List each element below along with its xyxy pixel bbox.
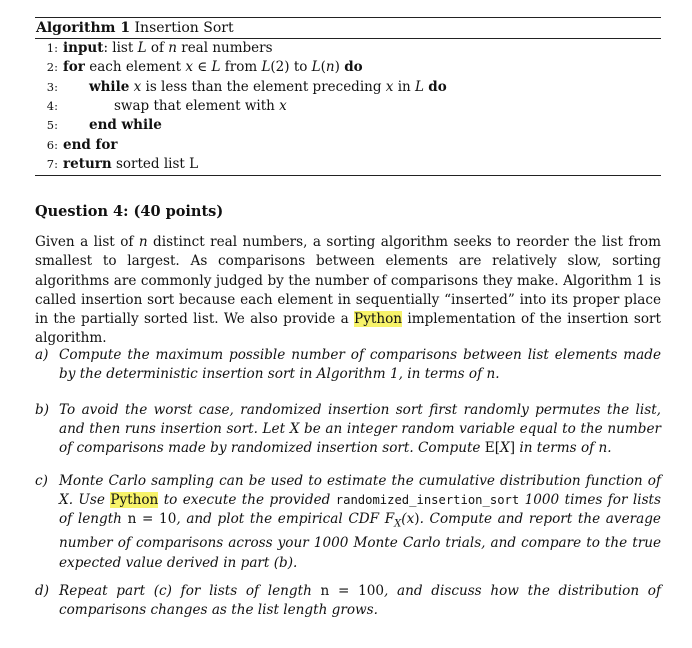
part-text [59,582,661,620]
keyword: do [428,78,447,95]
line-code [89,78,447,97]
code-identifier: randomized_insertion_sort [335,493,520,508]
algorithm-box [35,17,661,177]
part-text [59,346,661,384]
part-text-segment: To avoid the worst case, randomized insertion sort first randomly permutes the list, and then runs insertion sort. Let [59,402,661,438]
part-text-segment: , and plot the empirical CDF [176,511,385,528]
part-text-segment: n = 100 [320,583,385,599]
part-text-segment: n = 10 [127,511,177,528]
math-symbol: L [415,78,424,95]
code-text: real numbers [176,40,273,56]
line-number: 6: [46,137,58,152]
keyword: return [63,155,112,172]
part-label: b) [35,402,50,418]
math-symbol: L [311,59,321,76]
part-text-segment: E [484,440,495,457]
part-text-segment: Repeat part (c) for lists of length [59,583,321,599]
math-symbol: x [279,97,287,114]
keyword: end while [89,117,162,134]
part-text-segment: Monte Carlo sampling can be used to estimate the cumulative distribution function of [59,473,661,489]
code-text: each element [84,59,186,76]
part-text-segment: to execute the provided [158,492,336,509]
keyword: do [344,59,363,76]
algorithm-label: Algorithm 1 [36,20,131,36]
keyword: input [63,40,104,56]
part-text-segment: ] [509,440,516,457]
part-text-segment: in terms of [515,440,599,457]
keyword: while [89,78,130,95]
part-text [59,401,661,459]
part-text-segment: , and discuss how the distribution of comparisons changes as the list length grows. [59,583,662,619]
math-symbol: x [385,78,394,95]
part-text-segment: Compute the maximum possible number of comparisons between list elements made by the deterministic insertion sort in Algorithm 1, in terms of [59,347,661,383]
question-part-b [35,401,661,459]
line-number: 4: [46,98,58,113]
paragraph-text: implementation of the insertion sort algorithm. [35,311,661,347]
keyword: for [63,59,85,76]
highlighted-term: Python [110,492,159,509]
part-text-segment: . Compute and report the average number of comparisons across your 1000 Monte Carlo trials, and compare to the true expected value derived in part (b). [59,511,661,571]
code-text: in [393,78,416,95]
part-label: c) [35,473,48,489]
line-code [63,155,198,174]
line-number: 3: [46,79,58,94]
math-symbol: x [133,78,142,95]
line-code [63,136,117,155]
line-number: 7: [46,156,58,171]
part-text-segment: 1000 times for lists of length [59,492,661,528]
code-text: (2) to [270,59,312,76]
line-code [63,58,363,77]
part-text-segment: X [59,492,69,509]
code-text: swap that element with [114,97,280,114]
code-text: ) [334,59,345,76]
line-number: 2: [46,60,58,75]
line-number: 5: [46,118,58,133]
part-text-segment: . Use [68,492,111,509]
part-text [59,472,661,573]
part-label: a) [35,347,49,363]
algorithm-bottom-rule [35,175,661,176]
math-symbol: L [261,59,271,76]
line-code [89,116,162,135]
part-text-segment: F [384,511,395,528]
question-title: Question 4: (40 points) [35,203,224,220]
math-symbol: L [137,40,147,56]
math-symbol: n [325,59,335,76]
part-text-segment: X [394,519,402,531]
code-text: sorted list L [111,155,199,172]
question-intro [35,233,661,349]
math-symbol: n [138,234,148,250]
part-label: d) [35,583,50,599]
line-code [63,39,273,58]
line-number: 1: [46,41,58,55]
part-text-segment: ( [401,511,407,528]
question-part-d [35,582,661,620]
part-text-segment: x [406,511,415,528]
part-text-segment: X [289,421,300,438]
math-symbol: n [168,40,177,56]
keyword: end for [63,136,118,153]
part-text-segment: . [495,366,500,383]
code-text: is less than the element preceding [141,78,386,95]
line-code [114,97,287,116]
code-text: of [146,40,169,56]
math-symbol: x ∈ L [185,59,221,76]
part-text-segment: X [500,440,510,457]
algorithm-title: Insertion Sort [134,20,234,36]
paragraph-text: distinct real numbers, a sorting algorithm seeks to reorder the list from smallest to largest. As comparisons between elements are relatively slow, sorting algorithms are commonly judged by the number of comparisons they make. Algorithm 1 is called insertion sort because each element in sequentially “inserted” into its proper place in the partially sorted list. We also provide a [35,234,661,328]
part-text-segment: ) [414,511,420,528]
part-text-segment: n [486,366,496,383]
part-text-segment: be an integer random variable equal to the number of comparisons made by randomized insertion sort. Compute [59,421,661,457]
code-text: from [220,59,262,76]
part-text-segment: n [598,440,608,457]
question-part-c [35,472,661,573]
algorithm-caption [35,18,661,38]
code-text: : list [103,40,138,56]
code-text: ( [320,59,326,76]
part-text-segment: . [607,440,612,457]
highlighted-term: Python [354,311,403,328]
question-part-a [35,346,661,384]
part-text-segment: [ [494,440,501,457]
paragraph-text: Given a list of [35,234,139,250]
